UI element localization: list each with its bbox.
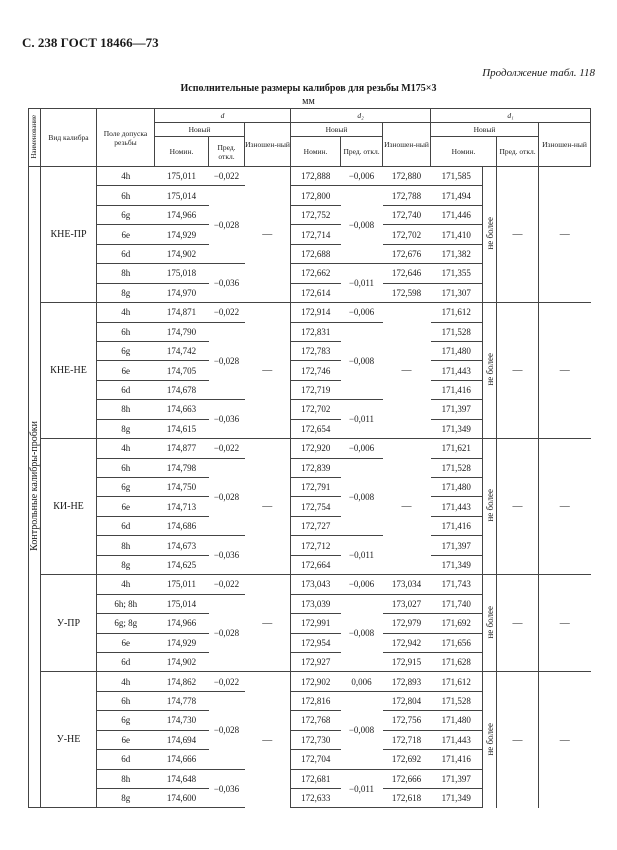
d1-nominal: 171,349	[431, 555, 483, 574]
d-nominal: 175,011	[155, 167, 209, 186]
d-nominal: 174,966	[155, 614, 209, 633]
d-nominal: 174,970	[155, 283, 209, 302]
d1-nominal: 171,443	[431, 497, 483, 516]
d2-nominal-header: Номин.	[291, 137, 341, 167]
d2-deviation: −0,011	[341, 264, 383, 303]
gauge-type-u-ne: У-НЕ	[41, 672, 97, 808]
tolerance-field: 8h	[97, 264, 155, 283]
d-deviation: −0,022	[209, 575, 245, 594]
d-deviation: −0,028	[209, 458, 245, 536]
table-continuation-note: Продолжение табл. 118	[482, 67, 595, 79]
d2-nominal: 172,902	[291, 672, 341, 691]
d2-nominal: 172,888	[291, 167, 341, 186]
d-nominal: 175,014	[155, 186, 209, 205]
d2-new-header: Новый	[291, 123, 383, 137]
d2-worn: 172,788	[383, 186, 431, 205]
d2-worn-dash: —	[383, 439, 431, 575]
d1-worn-dash: —	[539, 575, 591, 672]
d2-nominal: 172,702	[291, 400, 341, 419]
d-deviation: −0,028	[209, 594, 245, 672]
d1-limit-note: не более	[483, 439, 497, 575]
d2-nominal: 172,654	[291, 419, 341, 438]
d2-worn: 172,718	[383, 730, 431, 749]
d-nominal: 175,014	[155, 594, 209, 613]
d1-nominal: 171,480	[431, 478, 483, 497]
tolerance-field: 6g	[97, 341, 155, 360]
d1-worn-dash: —	[539, 439, 591, 575]
tolerance-field: 6g	[97, 205, 155, 224]
d2-deviation: −0,011	[341, 536, 383, 575]
tolerance-field: 8g	[97, 419, 155, 438]
tolerance-field: 6e	[97, 633, 155, 652]
d-nominal: 174,902	[155, 652, 209, 671]
d-deviation: −0,036	[209, 264, 245, 303]
tolerance-field: 6h	[97, 458, 155, 477]
d-nominal: 174,730	[155, 711, 209, 730]
d2-nominal: 172,920	[291, 439, 341, 458]
d2-deviation: −0,011	[341, 769, 383, 808]
d1-nominal: 171,307	[431, 283, 483, 302]
tolerance-field: 6g; 8g	[97, 614, 155, 633]
d1-nominal: 171,528	[431, 322, 483, 341]
d1-nominal-header: Номин.	[431, 137, 497, 167]
d1-deviation-dash: —	[497, 575, 539, 672]
d-worn-header: Изношен-ный	[245, 123, 291, 167]
d2-deviation: −0,006	[341, 575, 383, 594]
gauge-dimensions-table	[28, 108, 591, 808]
d-worn-dash: —	[245, 672, 291, 808]
d2-worn: 172,646	[383, 264, 431, 283]
d2-nominal: 172,839	[291, 458, 341, 477]
d2-nominal: 172,768	[291, 711, 341, 730]
d2-worn: 172,880	[383, 167, 431, 186]
d2-deviation: 0,006	[341, 672, 383, 691]
d2-worn: 172,756	[383, 711, 431, 730]
tolerance-field: 4h	[97, 167, 155, 186]
d2-nominal: 173,043	[291, 575, 341, 594]
d2-nominal: 172,783	[291, 341, 341, 360]
d-nominal: 174,648	[155, 769, 209, 788]
d1-nominal: 171,416	[431, 750, 483, 769]
d2-deviation: −0,008	[341, 322, 383, 400]
tolerance-field: 8h	[97, 400, 155, 419]
d-nominal: 174,673	[155, 536, 209, 555]
d2-deviation: −0,006	[341, 167, 383, 186]
d-nominal: 174,705	[155, 361, 209, 380]
gauge-type-kne-ne: КНЕ-НЕ	[41, 303, 97, 439]
d-deviation: −0,028	[209, 186, 245, 264]
d2-worn: 173,027	[383, 594, 431, 613]
tolerance-field: 6d	[97, 652, 155, 671]
d-nominal: 174,694	[155, 730, 209, 749]
tolerance-field: 4h	[97, 303, 155, 322]
d-nominal: 174,615	[155, 419, 209, 438]
d1-nominal: 171,397	[431, 769, 483, 788]
d-nominal: 174,713	[155, 497, 209, 516]
d2-nominal: 172,664	[291, 555, 341, 574]
column-header-gauge-type: Вид калибра	[41, 109, 97, 167]
d1-deviation-dash: —	[497, 303, 539, 439]
tolerance-field: 6d	[97, 244, 155, 263]
d2-nominal: 172,752	[291, 205, 341, 224]
tolerance-field: 6h	[97, 691, 155, 710]
d-worn-dash: —	[245, 303, 291, 439]
d-nominal: 174,798	[155, 458, 209, 477]
d2-nominal: 172,746	[291, 361, 341, 380]
d2-worn: 172,676	[383, 244, 431, 263]
d2-worn: 172,618	[383, 789, 431, 808]
d1-nominal: 171,628	[431, 652, 483, 671]
d2-worn: 172,598	[383, 283, 431, 302]
d-nominal: 174,778	[155, 691, 209, 710]
d2-nominal: 172,681	[291, 769, 341, 788]
d2-nominal: 172,800	[291, 186, 341, 205]
d-worn-dash: —	[245, 439, 291, 575]
tolerance-field: 8g	[97, 283, 155, 302]
d-deviation-header: Пред. откл.	[209, 137, 245, 167]
d2-deviation: −0,008	[341, 458, 383, 536]
d2-nominal: 172,614	[291, 283, 341, 302]
d2-deviation: −0,008	[341, 594, 383, 672]
d2-deviation-header: Пред. откл.	[341, 137, 383, 167]
d1-nominal: 171,480	[431, 341, 483, 360]
d-nominal: 174,871	[155, 303, 209, 322]
d-deviation: −0,036	[209, 769, 245, 808]
tolerance-field: 6d	[97, 380, 155, 399]
tolerance-field: 6d	[97, 750, 155, 769]
d-nominal: 174,666	[155, 750, 209, 769]
d2-nominal: 172,816	[291, 691, 341, 710]
d1-nominal: 171,740	[431, 594, 483, 613]
d-nominal: 174,929	[155, 225, 209, 244]
d-nominal: 174,686	[155, 516, 209, 535]
d2-nominal: 172,831	[291, 322, 341, 341]
tolerance-field: 6h	[97, 322, 155, 341]
d1-limit-note: не более	[483, 575, 497, 672]
column-header-d2: d₂	[291, 109, 431, 123]
d2-deviation: −0,011	[341, 400, 383, 439]
d-nominal: 174,862	[155, 672, 209, 691]
tolerance-field: 8g	[97, 789, 155, 808]
d1-nominal: 171,494	[431, 186, 483, 205]
d1-limit-note: не более	[483, 303, 497, 439]
d-deviation: −0,022	[209, 303, 245, 322]
d-nominal: 174,929	[155, 633, 209, 652]
d1-nominal: 171,585	[431, 167, 483, 186]
d2-nominal: 172,704	[291, 750, 341, 769]
d2-nominal: 172,662	[291, 264, 341, 283]
tolerance-field: 6e	[97, 730, 155, 749]
d1-nominal: 171,656	[431, 633, 483, 652]
d1-nominal: 171,743	[431, 575, 483, 594]
d2-nominal: 172,727	[291, 516, 341, 535]
d-nominal: 175,011	[155, 575, 209, 594]
d-nominal-header: Номин.	[155, 137, 209, 167]
d2-nominal: 172,914	[291, 303, 341, 322]
tolerance-field: 4h	[97, 672, 155, 691]
d2-nominal: 172,791	[291, 478, 341, 497]
d-nominal: 174,600	[155, 789, 209, 808]
d1-worn-header: Изношен-ный	[539, 123, 591, 167]
gauge-type-u-pr: У-ПР	[41, 575, 97, 672]
d2-nominal: 172,927	[291, 652, 341, 671]
d2-nominal: 172,719	[291, 380, 341, 399]
d-worn-dash: —	[245, 167, 291, 303]
column-header-name: Наименование	[29, 109, 41, 167]
d2-worn: 172,893	[383, 672, 431, 691]
column-header-d: d	[155, 109, 291, 123]
d-nominal: 174,877	[155, 439, 209, 458]
d1-deviation-dash: —	[497, 439, 539, 575]
d1-nominal: 171,528	[431, 691, 483, 710]
tolerance-field: 6e	[97, 361, 155, 380]
d2-worn: 172,915	[383, 652, 431, 671]
tolerance-field: 6e	[97, 225, 155, 244]
d-deviation: −0,036	[209, 400, 245, 439]
tolerance-field: 4h	[97, 575, 155, 594]
d-deviation: −0,036	[209, 536, 245, 575]
d1-nominal: 171,446	[431, 205, 483, 224]
d1-limit-note: не более	[483, 167, 497, 303]
d1-nominal: 171,480	[431, 711, 483, 730]
d-deviation: −0,022	[209, 167, 245, 186]
d1-nominal: 171,355	[431, 264, 483, 283]
gauge-type-ki-ne: КИ-НЕ	[41, 439, 97, 575]
d1-nominal: 171,382	[431, 244, 483, 263]
d1-nominal: 171,443	[431, 361, 483, 380]
d1-nominal: 171,612	[431, 672, 483, 691]
d2-worn: 172,702	[383, 225, 431, 244]
tolerance-field: 6e	[97, 497, 155, 516]
d1-worn-dash: —	[539, 303, 591, 439]
d2-nominal: 173,039	[291, 594, 341, 613]
tolerance-field: 6g	[97, 478, 155, 497]
table-title: Исполнительные размеры калибров для резьбы М175×3	[180, 83, 437, 94]
d-nominal: 174,625	[155, 555, 209, 574]
d1-nominal: 171,692	[431, 614, 483, 633]
d-deviation: −0,028	[209, 691, 245, 769]
d2-deviation: −0,006	[341, 439, 383, 458]
d2-nominal: 172,633	[291, 789, 341, 808]
d1-deviation-dash: —	[497, 672, 539, 808]
d2-worn: 172,942	[383, 633, 431, 652]
column-header-d1: d₁	[431, 109, 591, 123]
tolerance-field: 8h	[97, 769, 155, 788]
d2-nominal: 172,688	[291, 244, 341, 263]
d2-nominal: 172,954	[291, 633, 341, 652]
d1-deviation-header: Пред. откл.	[497, 137, 539, 167]
d1-nominal: 171,443	[431, 730, 483, 749]
table-unit: мм	[302, 96, 315, 107]
tolerance-field: 6h; 8h	[97, 594, 155, 613]
d2-worn-dash: —	[383, 303, 431, 439]
column-header-tolerance-field: Поле допуска резьбы	[97, 109, 155, 167]
d2-deviation: −0,006	[341, 303, 383, 322]
d2-worn: 173,034	[383, 575, 431, 594]
d-nominal: 174,678	[155, 380, 209, 399]
gauge-type-kne-pr: КНЕ-ПР	[41, 167, 97, 303]
d1-nominal: 171,410	[431, 225, 483, 244]
d-nominal: 174,902	[155, 244, 209, 263]
d2-worn: 172,804	[383, 691, 431, 710]
d1-nominal: 171,612	[431, 303, 483, 322]
d-nominal: 174,966	[155, 205, 209, 224]
tolerance-field: 6d	[97, 516, 155, 535]
d1-deviation-dash: —	[497, 167, 539, 303]
d2-nominal: 172,730	[291, 730, 341, 749]
d2-deviation: −0,008	[341, 186, 383, 264]
d-nominal: 174,750	[155, 478, 209, 497]
tolerance-field: 6g	[97, 711, 155, 730]
d2-worn: 172,979	[383, 614, 431, 633]
d-deviation: −0,022	[209, 439, 245, 458]
d2-nominal: 172,712	[291, 536, 341, 555]
d-nominal: 174,742	[155, 341, 209, 360]
d1-nominal: 171,621	[431, 439, 483, 458]
d1-limit-note: не более	[483, 672, 497, 808]
d-nominal: 175,018	[155, 264, 209, 283]
tolerance-field: 8g	[97, 555, 155, 574]
d2-nominal: 172,991	[291, 614, 341, 633]
d2-worn-header: Изношен-ный	[383, 123, 431, 167]
d1-new-header: Новый	[431, 123, 539, 137]
d1-nominal: 171,416	[431, 516, 483, 535]
d2-worn: 172,740	[383, 205, 431, 224]
d-new-header: Новый	[155, 123, 245, 137]
tolerance-field: 4h	[97, 439, 155, 458]
d1-worn-dash: —	[539, 672, 591, 808]
d2-worn: 172,692	[383, 750, 431, 769]
d-nominal: 174,790	[155, 322, 209, 341]
d1-worn-dash: —	[539, 167, 591, 303]
d-deviation: −0,022	[209, 672, 245, 691]
d1-nominal: 171,349	[431, 419, 483, 438]
d2-deviation: −0,008	[341, 691, 383, 769]
tolerance-field: 6h	[97, 186, 155, 205]
tolerance-field: 8h	[97, 536, 155, 555]
d-worn-dash: —	[245, 575, 291, 672]
d2-nominal: 172,714	[291, 225, 341, 244]
d1-nominal: 171,397	[431, 536, 483, 555]
d1-nominal: 171,349	[431, 789, 483, 808]
d2-worn: 172,666	[383, 769, 431, 788]
d1-nominal: 171,528	[431, 458, 483, 477]
page-header: С. 238 ГОСТ 18466—73	[22, 35, 159, 50]
d-nominal: 174,663	[155, 400, 209, 419]
d1-nominal: 171,416	[431, 380, 483, 399]
d2-nominal: 172,754	[291, 497, 341, 516]
category-cell: Контрольные калибры-пробки	[29, 167, 41, 808]
d1-nominal: 171,397	[431, 400, 483, 419]
d-deviation: −0,028	[209, 322, 245, 400]
